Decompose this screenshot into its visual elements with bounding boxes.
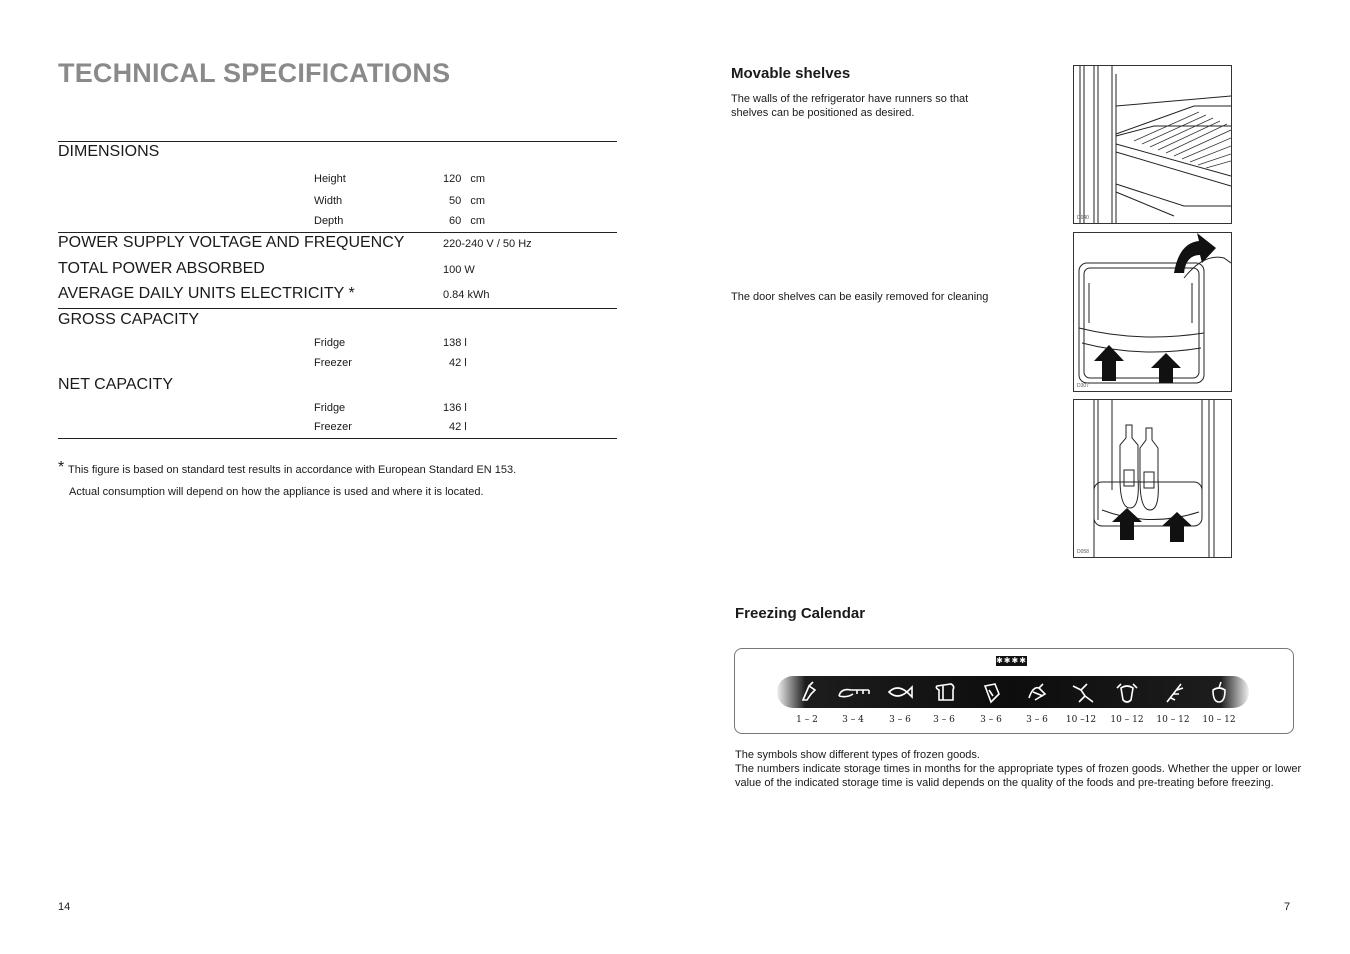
- daily-units-value: 0.84 kWh: [443, 289, 490, 301]
- fruit-icon: [1203, 676, 1235, 708]
- width-number: 50: [449, 195, 462, 207]
- door-shelf-drawing: [1074, 233, 1231, 391]
- door-shelves-text: The door shelves can be easily removed for cleaning: [731, 291, 989, 303]
- page-number-right: 7: [1284, 901, 1291, 913]
- depth-value: [449, 215, 485, 227]
- shelves-drawing: [1074, 66, 1231, 223]
- beef-icon: [1111, 676, 1143, 708]
- fish-icon: [883, 676, 915, 708]
- figure-code: D040: [1077, 215, 1089, 221]
- height-label: Height: [314, 173, 346, 185]
- game-icon: [1067, 676, 1099, 708]
- width-label: Width: [314, 195, 343, 207]
- gross-freezer-label: Freezer: [314, 357, 352, 369]
- storage-months-label: 3 – 4: [842, 715, 864, 725]
- calendar-note-3: value of the indicated storage time is valid depends on the quality of the foods and pre-treating before freezing.: [735, 777, 1274, 789]
- page-number-left: 14: [58, 901, 71, 913]
- movable-shelves-line-2: shelves can be positioned as desired.: [731, 107, 915, 119]
- herbs-icon: [1159, 676, 1191, 708]
- height-value: [443, 173, 485, 185]
- gross-freezer-value: 42 l: [449, 357, 467, 369]
- depth-unit: cm: [470, 215, 485, 227]
- storage-months-label: 10 –12: [1065, 715, 1097, 725]
- storage-months-label: 3 – 6: [980, 715, 1002, 725]
- poultry-icon: [1021, 676, 1053, 708]
- width-value: [449, 195, 485, 207]
- divider: [58, 232, 617, 233]
- movable-shelves-text: [731, 92, 968, 120]
- total-power-value: 100 W: [443, 264, 475, 276]
- door-shelf-illustration: [1073, 232, 1232, 392]
- cheese-icon: [975, 676, 1007, 708]
- gross-capacity-heading: GROSS CAPACITY: [58, 311, 200, 328]
- net-fridge-value: 136 l: [443, 402, 467, 414]
- calendar-note-2: The numbers indicate storage times in months for the appropriate types of frozen goods. Whether the upper or lower: [735, 763, 1302, 775]
- page-title: TECHNICAL SPECIFICATIONS: [58, 58, 451, 88]
- movable-shelves-heading: Movable shelves: [731, 65, 851, 82]
- height-number: 120: [443, 173, 462, 185]
- storage-months-label: 3 – 6: [889, 715, 911, 725]
- divider: [58, 141, 617, 142]
- figure-code: D307: [1077, 383, 1089, 389]
- calendar-notes: [735, 748, 1301, 790]
- storage-months-label: 3 – 6: [1026, 715, 1048, 725]
- storage-months-label: 10 – 12: [1110, 715, 1144, 725]
- net-freezer-label: Freezer: [314, 421, 352, 433]
- divider: [58, 308, 617, 309]
- storage-months-label: 10 – 12: [1202, 715, 1236, 725]
- storage-months-label: 10 – 12: [1156, 715, 1190, 725]
- width-unit: cm: [470, 195, 485, 207]
- net-fridge-label: Fridge: [314, 402, 346, 414]
- storage-months-label: 3 – 6: [933, 715, 955, 725]
- shelves-illustration: [1073, 65, 1232, 224]
- vegetables-icon: [793, 676, 825, 708]
- divider: [58, 438, 617, 439]
- sausage-icon: [835, 676, 875, 708]
- footnote-marker: *: [58, 459, 65, 476]
- total-power-heading: TOTAL POWER ABSORBED: [58, 260, 265, 277]
- storage-months-label: 1 – 2: [796, 715, 818, 725]
- depth-label: Depth: [314, 215, 344, 227]
- power-supply-heading: POWER SUPPLY VOLTAGE AND FREQUENCY: [58, 234, 405, 251]
- dimensions-heading: DIMENSIONS: [58, 143, 160, 160]
- height-unit: cm: [470, 173, 486, 185]
- bottle-shelf-illustration: [1073, 399, 1232, 558]
- star-rating-badge: ✱✱✱✱: [996, 656, 1027, 665]
- daily-units-heading: AVERAGE DAILY UNITS ELECTRICITY *: [58, 285, 355, 302]
- bottle-shelf-drawing: [1074, 400, 1231, 557]
- movable-shelves-line-1: The walls of the refrigerator have runners so that: [731, 93, 969, 105]
- calendar-note-1: The symbols show different types of frozen goods.: [735, 749, 980, 761]
- food-symbol-band: [777, 676, 1249, 708]
- freezing-calendar-heading: Freezing Calendar: [735, 605, 866, 622]
- gross-fridge-value: 138 l: [443, 337, 467, 349]
- net-capacity-heading: NET CAPACITY: [58, 376, 173, 393]
- power-supply-value: 220-240 V / 50 Hz: [443, 238, 532, 250]
- bread-icon: [929, 676, 961, 708]
- depth-number: 60: [449, 215, 462, 227]
- figure-code: D058: [1077, 549, 1089, 555]
- footnote-line-1: This figure is based on standard test results in accordance with European Standard EN 153.: [68, 464, 517, 476]
- net-freezer-value: 42 l: [449, 421, 467, 433]
- gross-fridge-label: Fridge: [314, 337, 346, 349]
- footnote-line-2: Actual consumption will depend on how the appliance is used and where it is located.: [69, 486, 484, 498]
